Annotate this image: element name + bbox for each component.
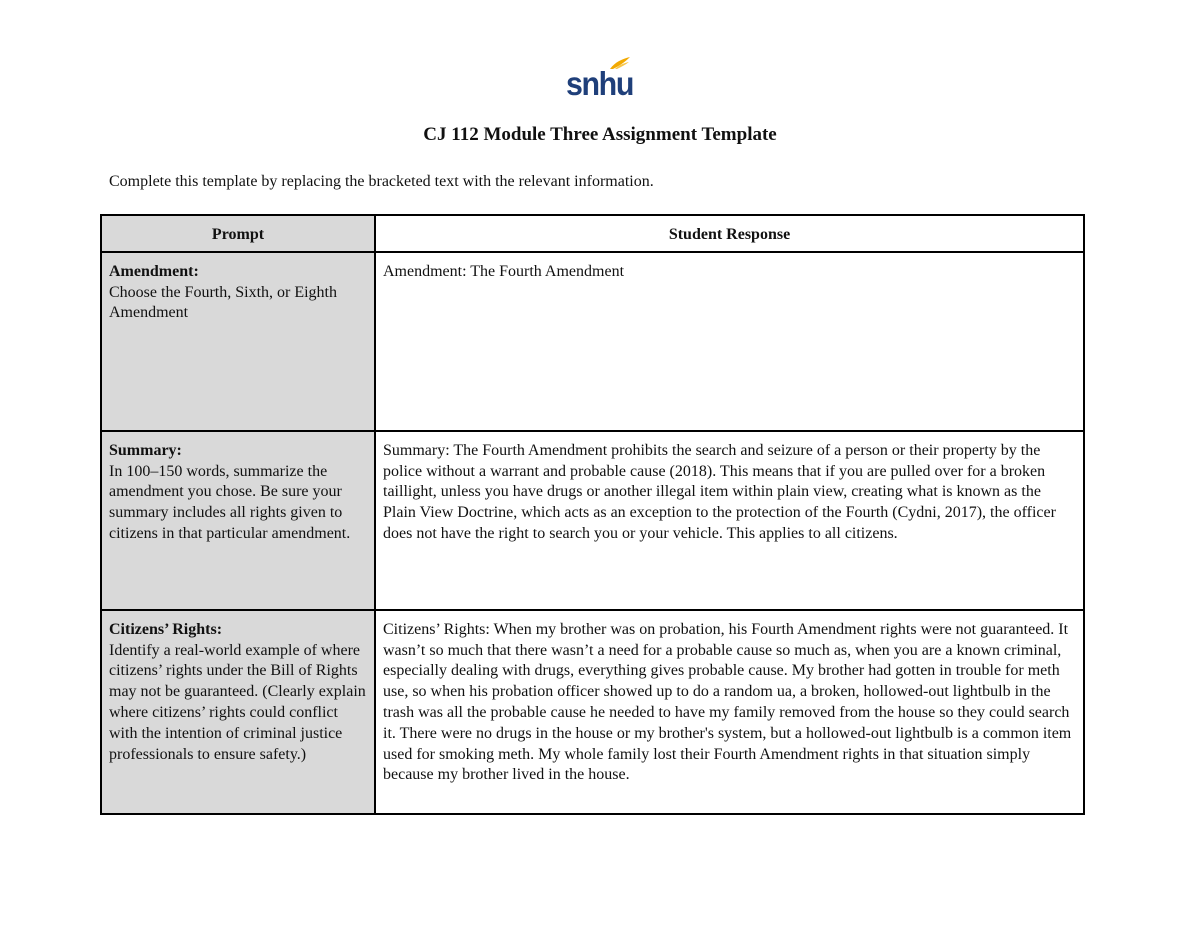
table-header-row [101,215,1084,252]
response-cell-amendment[interactable]: Amendment: The Fourth Amendment [375,252,1084,431]
assignment-table [100,214,1085,815]
prompt-title: Summary: [109,441,182,459]
prompt-text: In 100–150 words, summarize the amendment you chose. Be sure your summary includes all rights given to citizens in that particular amendment. [109,462,351,542]
snhu-logo [566,56,636,104]
prompt-text: Choose the Fourth, Sixth, or Eighth Amendment [109,283,337,322]
logo-wordmark: snhu [566,65,634,102]
prompt-cell-citizens-rights [101,610,375,814]
document-title: CJ 112 Module Three Assignment Template [423,124,777,145]
response-cell-citizens-rights[interactable]: Citizens’ Rights: When my brother was on probation, his Fourth Amendment rights were not guaranteed. It wasn’t so much that there wasn’t a need for a probable cause so much as, when you are a known criminal, especially dealing with drugs, everything gives probable cause. My brother had gotten in trouble for meth use, so when his probation officer showed up to do a random ua, a broken, hollowed-out lightbulb in the trash was all the probable cause he needed to have my family removed from the house so they could search it. There were no drugs in the house or my brother's system, but a hollowed-out lightbulb is a common item used for smoking meth. My whole family lost their Fourth Amendment rights in that situation simply because my brother lived in the house. [375,610,1084,814]
response-column-header: Student Response [375,215,1084,252]
prompt-cell-amendment [101,252,375,431]
prompt-cell-summary [101,431,375,610]
table-row-citizens-rights [101,610,1084,814]
prompt-title: Citizens’ Rights: [109,620,223,638]
response-cell-summary[interactable]: Summary: The Fourth Amendment prohibits the search and seizure of a person or their property by the police without a warrant and probable cause (2018). This means that if you are pulled over for a broken taillight, unless you have drugs or another illegal item within plain view, creating what is known as the Plain View Doctrine, which acts as an exception to the protection of the Fourth (Cydni, 2017), the officer does not have the right to search you or your vehicle. This applies to all citizens. [375,431,1084,610]
prompt-column-header: Prompt [101,215,375,252]
prompt-text: Identify a real-world example of where citizens’ rights under the Bill of Rights may not be guaranteed. (Clearly explain where citizens’ rights could conflict with the intention of criminal justice professionals to ensure safety.) [109,641,366,763]
table-row-amendment [101,252,1084,431]
prompt-title: Amendment: [109,262,199,280]
table-row-summary [101,431,1084,610]
instructions-text: Complete this template by replacing the bracketed text with the relevant information. [109,173,654,190]
